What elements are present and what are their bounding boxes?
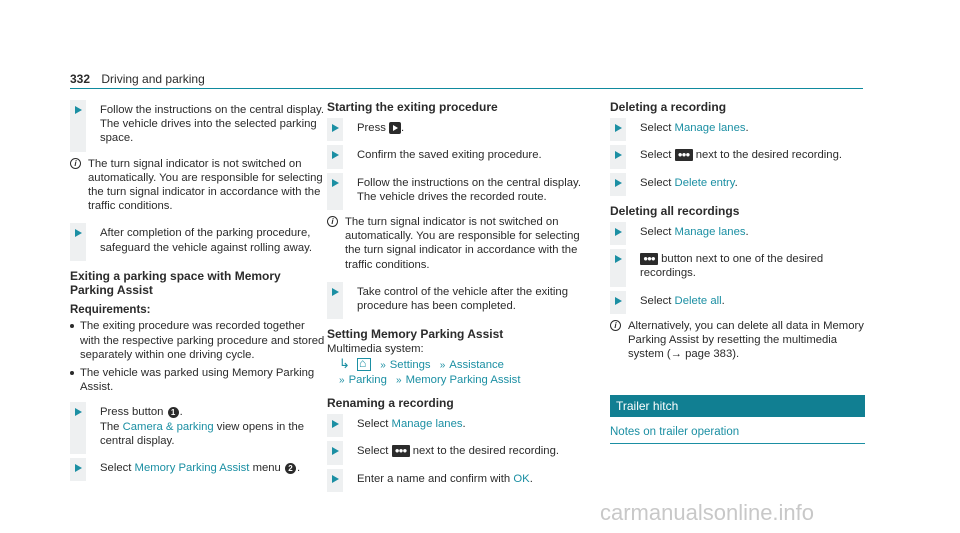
- chevron-double-icon: »: [439, 359, 446, 371]
- info-note: [327, 214, 585, 276]
- step-arrow-icon: [615, 228, 622, 236]
- requirement-item: The vehicle was parked using Memory Parking Assist.: [70, 366, 325, 394]
- chevron-double-icon: »: [380, 359, 386, 371]
- step-text: Select: [100, 462, 132, 475]
- chevron-double-icon: »: [339, 374, 345, 386]
- section-heading-deleting: Deleting a recording: [610, 100, 727, 114]
- step-text: Take control of the vehicle after the exiting procedure has been completed.: [357, 285, 568, 313]
- step-confirm: [327, 145, 585, 168]
- step-safeguard: [70, 223, 325, 260]
- watermark: carmanualsonline.info: [600, 500, 815, 525]
- step-result: The vehicle drives the recorded route.: [357, 190, 547, 203]
- column-1: [70, 100, 325, 485]
- more-options-icon[interactable]: ●●●: [392, 445, 410, 457]
- step-arrow-icon: [332, 151, 339, 159]
- info-icon: i: [70, 158, 81, 169]
- punctuation: .: [296, 462, 301, 475]
- step-text: Select: [640, 122, 672, 135]
- step-select-dots: [327, 441, 585, 464]
- step-arrow-icon: [615, 179, 622, 187]
- step-text: Select: [640, 149, 672, 162]
- punctuation: .: [401, 122, 405, 135]
- step-select-menu: [70, 458, 325, 481]
- section-heading-deleting-all: Deleting all recordings: [610, 203, 740, 218]
- callout-badge-1: 1: [168, 407, 179, 418]
- step-arrow-icon: [615, 255, 622, 263]
- info-note: [610, 318, 865, 366]
- more-options-icon[interactable]: ●●●: [675, 149, 693, 161]
- step-select-dots: [610, 145, 865, 168]
- note-text: The turn signal indicator is not switched on automatically. You are responsible for selecting the turn signal indicator in accordance with the traffic conditions.: [88, 157, 323, 213]
- step-text: Enter a name and confirm with: [357, 472, 511, 485]
- info-icon: i: [327, 216, 338, 227]
- menu-path: [327, 357, 585, 373]
- step-result: view opens in the central display.: [100, 420, 305, 447]
- step-select-delete-entry: [610, 173, 865, 196]
- step-text: Select: [357, 418, 389, 431]
- manage-lanes-link[interactable]: Manage lanes: [674, 226, 746, 239]
- nav-memory-parking-assist[interactable]: Memory Parking Assist: [405, 373, 521, 386]
- step-text: Press: [357, 122, 386, 135]
- column-2: [327, 100, 585, 496]
- step-press-button: [70, 402, 325, 454]
- punctuation: .: [179, 406, 183, 419]
- home-icon[interactable]: [357, 358, 371, 371]
- step-text: Press button: [100, 406, 164, 419]
- chapter-title: Driving and parking: [101, 72, 205, 86]
- step-text: Select: [357, 445, 389, 458]
- step-result: The: [100, 420, 120, 433]
- nav-settings[interactable]: Settings: [389, 358, 431, 371]
- page-number: 332: [70, 72, 91, 86]
- manage-lanes-link[interactable]: Manage lanes: [674, 122, 746, 135]
- step-text: After completion of the parking procedure, safeguard the vehicle against rolling away.: [100, 227, 313, 254]
- note-text: Alternatively, you can delete all data in Memory Parking Assist by resetting the multimedia system (→ page 383).: [628, 319, 864, 361]
- step-text: Select: [640, 294, 672, 307]
- trailer-operation-link[interactable]: Notes on trailer operation: [610, 425, 865, 443]
- delete-entry-link[interactable]: Delete entry: [674, 176, 735, 189]
- note-text: The turn signal indicator is not switched on automatically. You are responsible for selecting the turn signal indicator in accordance with the traffic conditions.: [345, 216, 580, 271]
- step-arrow-icon: [75, 464, 82, 472]
- chevron-double-icon: »: [396, 374, 402, 386]
- nav-assistance[interactable]: Assistance: [449, 358, 504, 371]
- step-arrow-icon: [332, 179, 339, 187]
- punctuation: .: [529, 472, 533, 485]
- multimedia-label: Multimedia system:: [327, 343, 424, 356]
- step-dots-button: [610, 249, 865, 286]
- manage-lanes-link[interactable]: Manage lanes: [391, 418, 463, 431]
- step-arrow-icon: [75, 229, 82, 237]
- callout-badge-2: 2: [285, 463, 296, 474]
- delete-all-link[interactable]: Delete all: [674, 294, 722, 307]
- step-arrow-icon: [332, 288, 339, 296]
- step-text: Follow the instructions on the central display.: [357, 176, 581, 189]
- step-arrow-icon: [332, 447, 339, 455]
- step-text: Follow the instructions on the central display.: [100, 104, 324, 116]
- step-arrow-icon: [75, 106, 82, 114]
- step-text: next to the desired recording.: [695, 149, 843, 162]
- header-divider: [70, 88, 863, 89]
- step-text: button next to one of the desired recordings.: [640, 253, 824, 280]
- requirements-heading: Requirements:: [70, 304, 151, 317]
- step-arrow-icon: [332, 420, 339, 428]
- step-select-delete-all: [610, 291, 865, 314]
- step-arrow-icon: [332, 124, 339, 132]
- ok-link[interactable]: OK: [513, 472, 530, 485]
- step-text: menu: [252, 462, 281, 475]
- step-text: next to the desired recording.: [412, 445, 560, 458]
- menu-path-line2: [327, 373, 585, 388]
- step-arrow-icon: [615, 151, 622, 159]
- step-arrow-icon: [75, 408, 82, 416]
- step-take-control: [327, 282, 585, 319]
- path-arrow-icon: ↳: [339, 355, 350, 371]
- memory-parking-assist-link[interactable]: Memory Parking Assist: [134, 462, 250, 475]
- page-header: [70, 72, 205, 86]
- punctuation: .: [734, 176, 738, 189]
- punctuation: .: [745, 122, 749, 135]
- info-icon: i: [610, 320, 621, 331]
- section-heading-renaming: Renaming a recording: [327, 396, 454, 411]
- step-select-manage-lanes: [610, 118, 865, 141]
- step-follow-instructions: [327, 173, 585, 210]
- step-arrow-icon: [615, 297, 622, 305]
- nav-parking[interactable]: Parking: [348, 373, 387, 386]
- step-follow-instructions: [70, 100, 325, 152]
- more-options-icon[interactable]: ●●●: [640, 253, 658, 265]
- step-press-play: [327, 118, 585, 141]
- punctuation: .: [745, 226, 749, 239]
- section-heading-setting: Setting Memory Parking Assist: [327, 327, 504, 342]
- step-select-manage-lanes: [327, 414, 585, 437]
- play-button-icon: [389, 122, 401, 134]
- step-arrow-icon: [615, 124, 622, 132]
- camera-parking-link[interactable]: Camera & parking: [122, 420, 214, 433]
- requirement-item: The exiting procedure was recorded together with the respective parking procedure and stored separately within one driving cycle.: [70, 319, 325, 362]
- step-enter-name: [327, 469, 585, 492]
- step-result: The vehicle drives into the selected parking space.: [100, 118, 317, 145]
- punctuation: .: [721, 294, 725, 307]
- step-text: Select: [640, 226, 672, 239]
- column-3: [610, 100, 865, 444]
- step-text: Select: [640, 176, 672, 189]
- step-select-manage-lanes: [610, 222, 865, 245]
- punctuation: .: [462, 418, 466, 431]
- step-arrow-icon: [332, 475, 339, 483]
- section-heading-starting: Starting the exiting procedure: [327, 100, 498, 114]
- section-heading-exiting: Exiting a parking space with Memory Parking Assist: [70, 268, 281, 298]
- section-bar-trailer-hitch: Trailer hitch: [610, 395, 865, 417]
- info-note: [70, 156, 325, 218]
- step-text: Confirm the saved exiting procedure.: [357, 149, 542, 162]
